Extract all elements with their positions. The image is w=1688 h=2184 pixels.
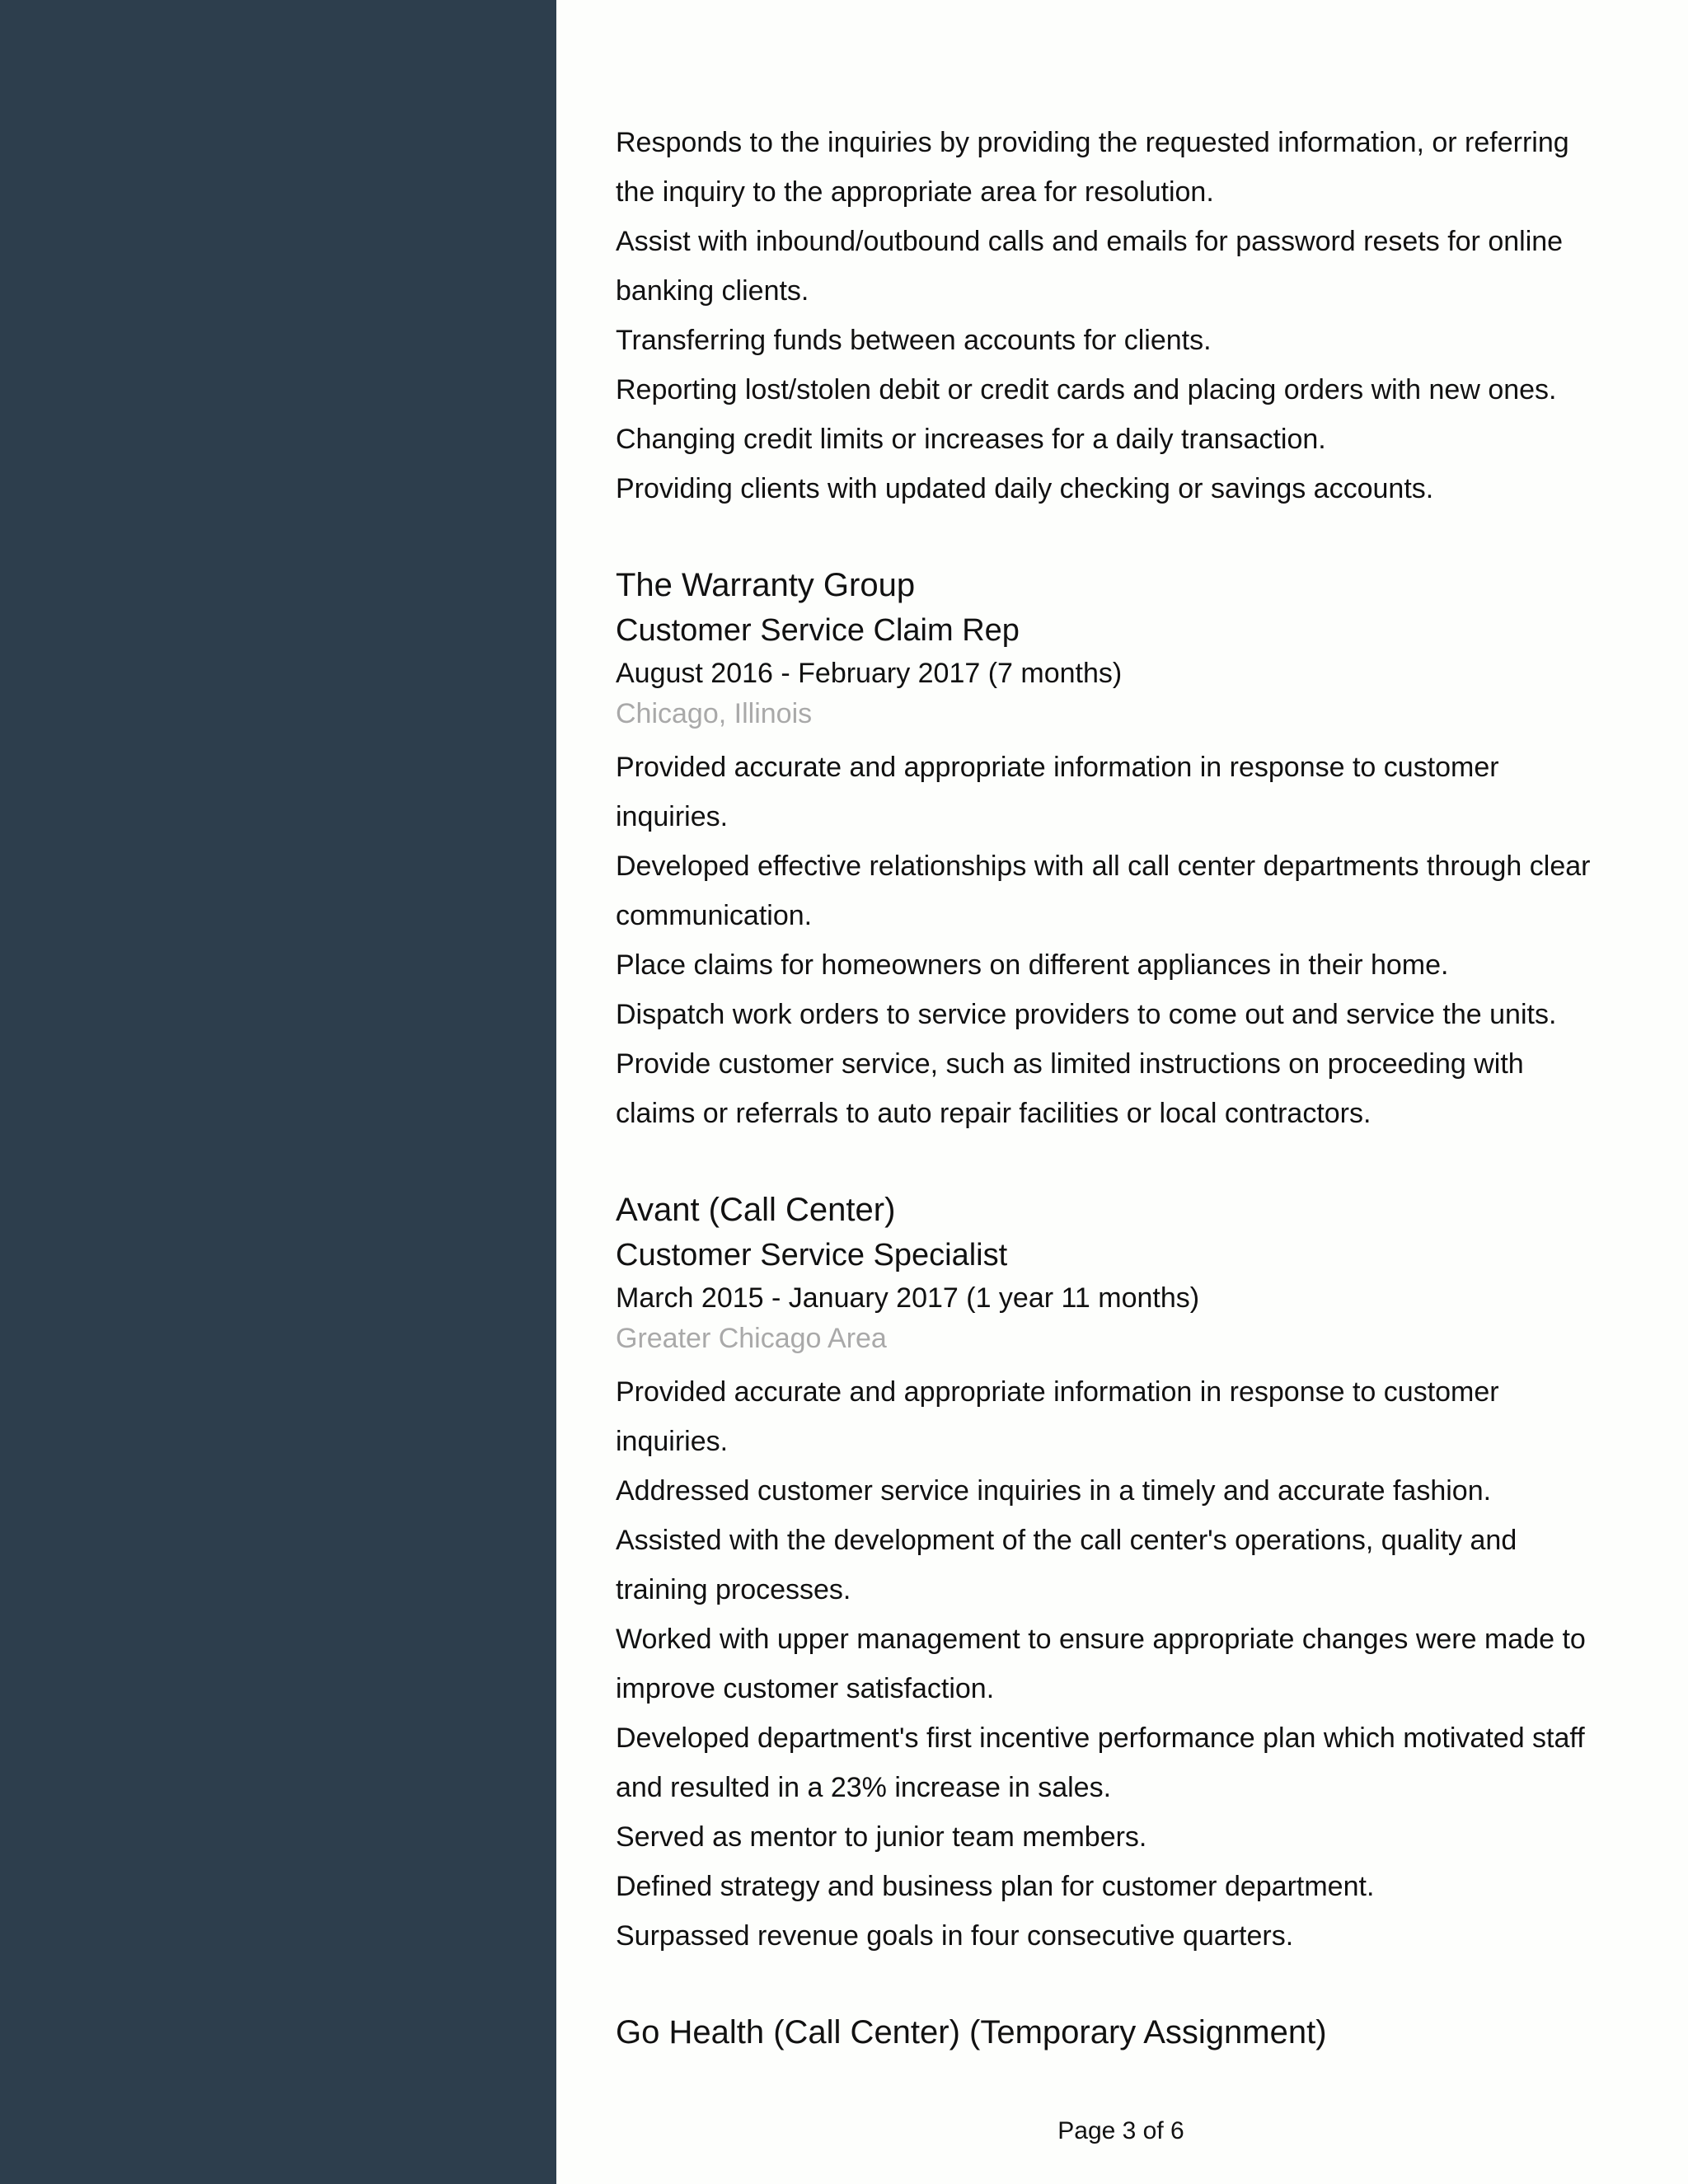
company-name: Avant (Call Center) <box>616 1192 896 1228</box>
page-number: Page 3 of 6 <box>1057 2117 1184 2144</box>
job-title: Customer Service Specialist <box>616 1238 1008 1272</box>
job-title: Customer Service Claim Rep <box>616 613 1020 648</box>
text-line: Provided accurate and appropriate information in response to customer <box>616 752 1499 783</box>
text-line: Developed department's first incentive performance plan which motivated staff <box>616 1722 1585 1754</box>
text-line: Worked with upper management to ensure appropriate changes were made to <box>616 1624 1586 1655</box>
text-line: Served as mentor to junior team members. <box>616 1821 1147 1853</box>
text-line: Addressed customer service inquiries in a timely and accurate fashion. <box>616 1475 1492 1507</box>
text-line: inquiries. <box>616 801 729 832</box>
text-line: claims or referrals to auto repair facilities or local contractors. <box>616 1098 1372 1129</box>
text-line: the inquiry to the appropriate area for resolution. <box>616 176 1214 208</box>
text-line: Defined strategy and business plan for customer department. <box>616 1871 1375 1902</box>
job-description <box>616 743 1654 1138</box>
text-line: and resulted in a 23% increase in sales. <box>616 1772 1112 1803</box>
text-line: Provide customer service, such as limited instructions on proceeding with <box>616 1048 1524 1080</box>
text-line: Responds to the inquiries by providing the requested information, or referring <box>616 127 1569 158</box>
text-line: Providing clients with updated daily checking or savings accounts. <box>616 473 1434 504</box>
text-line: communication. <box>616 900 813 931</box>
text-line: Reporting lost/stolen debit or credit cards and placing orders with new ones. <box>616 374 1557 405</box>
job-dates: August 2016 - February 2017 (7 months) <box>616 658 1123 689</box>
text-line: Changing credit limits or increases for a daily transaction. <box>616 424 1326 455</box>
company-name: The Warranty Group <box>616 567 916 603</box>
text-line: Assisted with the development of the call center's operations, quality and <box>616 1525 1517 1556</box>
text-line: banking clients. <box>616 275 809 307</box>
text-line: Assist with inbound/outbound calls and emails for password resets for online <box>616 226 1564 257</box>
text-line: inquiries. <box>616 1426 729 1457</box>
text-line: Surpassed revenue goals in four consecutive quarters. <box>616 1920 1294 1952</box>
job-entry-avant <box>616 1188 1654 1961</box>
text-line: Transferring funds between accounts for clients. <box>616 325 1212 356</box>
job-entry-warranty-group <box>616 563 1654 1138</box>
text-line: Provided accurate and appropriate information in response to customer <box>616 1376 1499 1408</box>
job-location: Greater Chicago Area <box>616 1323 887 1354</box>
job-dates: March 2015 - January 2017 (1 year 11 months) <box>616 1282 1200 1314</box>
text-line: Place claims for homeowners on different appliances in their home. <box>616 949 1449 981</box>
text-line: Dispatch work orders to service providers to come out and service the units. <box>616 999 1557 1030</box>
intro-lines <box>616 118 1654 513</box>
job-description <box>616 1367 1654 1961</box>
sidebar-panel <box>0 0 556 2184</box>
text-line: improve customer satisfaction. <box>616 1673 995 1704</box>
text-line: training processes. <box>616 1574 851 1605</box>
text-line: Developed effective relationships with all call center departments through clear <box>616 851 1591 882</box>
job-location: Chicago, Illinois <box>616 698 813 729</box>
resume-content <box>616 118 1654 2055</box>
next-company-name: Go Health (Call Center) (Temporary Assignment) <box>616 2014 1327 2050</box>
